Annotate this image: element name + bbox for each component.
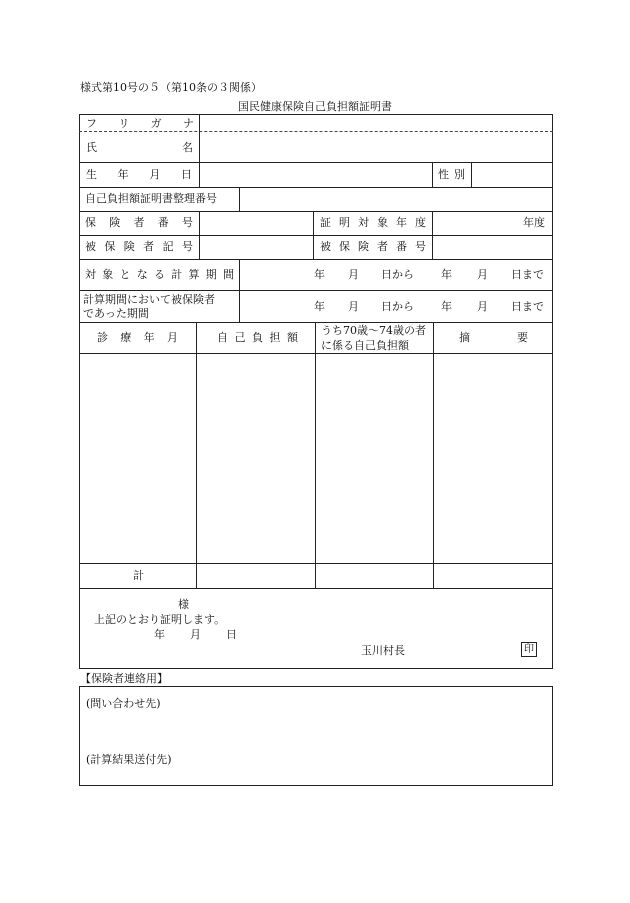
name-field[interactable] — [200, 132, 552, 162]
header-char: 年 — [143, 331, 155, 344]
calc-period-start-year: 年 — [314, 268, 325, 281]
header-char: 要 — [517, 331, 528, 344]
total-elder-amount-cell[interactable] — [316, 564, 433, 588]
label-char: 証 — [320, 216, 331, 229]
target-fiscal-year-label — [320, 217, 426, 228]
label-char: 者 — [133, 216, 145, 229]
furigana-label — [86, 118, 194, 129]
header-char: 己 — [234, 331, 246, 344]
label-char: 険 — [109, 216, 121, 229]
col-amount-header — [217, 332, 298, 343]
calc-period-label — [85, 269, 234, 280]
calc-period-start-day: 日から — [381, 268, 414, 281]
insured-period-label-line1: 計算期間において被保険者 — [83, 293, 215, 306]
sex-label — [438, 169, 465, 180]
label-char: 対 — [85, 268, 96, 281]
furigana-char: ナ — [182, 117, 194, 130]
header-char: 摘 — [459, 331, 470, 344]
label-char: 象 — [377, 216, 388, 229]
cert-number-label: 自己負担額証明書整理番号 — [85, 192, 217, 205]
cert-date-month: 月 — [190, 628, 201, 641]
label-char: 年 — [396, 216, 407, 229]
header-char: 月 — [166, 331, 178, 344]
header-char: 療 — [120, 331, 132, 344]
sex-char: 性 — [438, 168, 449, 181]
furigana-char: ガ — [150, 117, 162, 130]
label-char: る — [154, 268, 165, 281]
label-char: 計 — [171, 268, 183, 281]
header-char: 自 — [217, 331, 228, 344]
label-char: 者 — [143, 240, 155, 253]
insured-period-start-day: 日から — [381, 300, 414, 313]
send-to-field[interactable] — [80, 768, 552, 785]
name-char: 名 — [182, 141, 193, 154]
addressee-suffix: 様 — [178, 598, 189, 611]
elder-amount-cell[interactable] — [316, 354, 433, 563]
insured-period-end-year: 年 — [441, 300, 452, 313]
label-char: 算 — [188, 268, 200, 281]
fiscal-year-suffix: 年度 — [523, 216, 545, 229]
header-char: 診 — [97, 331, 108, 344]
col-line — [313, 211, 314, 259]
insurer-number-field[interactable] — [200, 212, 313, 235]
insured-number-field[interactable] — [433, 236, 552, 259]
label-char: と — [119, 268, 131, 281]
col-month-header — [97, 332, 178, 343]
insured-period-end-month: 月 — [477, 300, 488, 313]
furigana-char: リ — [118, 117, 130, 130]
insured-symbol-field[interactable] — [200, 236, 313, 259]
form-title: 国民健康保険自己負担額証明書 — [238, 100, 392, 113]
birthdate-label — [86, 169, 192, 180]
birthdate-char: 月 — [149, 168, 161, 181]
label-char: 度 — [415, 216, 426, 229]
row-line — [79, 588, 553, 589]
month-cell[interactable] — [80, 354, 196, 563]
seal-mark: 印 — [521, 642, 537, 657]
birthdate-field[interactable] — [200, 163, 431, 187]
label-char: 号 — [182, 216, 193, 229]
insured-period-start-month: 月 — [348, 300, 359, 313]
insured-period-label-line2: であった期間 — [83, 307, 149, 320]
insured-symbol-label — [85, 241, 193, 252]
contact-heading: 【保険者連絡用】 — [80, 672, 168, 685]
col-line — [432, 162, 433, 187]
certification-statement: 上記のとおり証明します。 — [94, 613, 226, 626]
label-char: 番 — [396, 240, 407, 253]
label-char: 保 — [85, 216, 96, 229]
furigana-field[interactable] — [200, 115, 552, 131]
form-number: 様式第10号の５（第10条の３関係） — [80, 81, 262, 94]
label-char: 保 — [104, 240, 116, 253]
label-char: 険 — [358, 240, 369, 253]
insured-number-label — [320, 241, 426, 252]
insurer-number-label — [85, 217, 193, 228]
cert-date-day: 日 — [226, 628, 237, 641]
label-char: 番 — [157, 216, 169, 229]
total-amount-cell[interactable] — [197, 564, 315, 588]
row-line — [79, 322, 553, 323]
col-elder-header-line1: うち70歳～74歳の者 — [321, 324, 426, 337]
name-char: 氏 — [86, 141, 97, 154]
amount-cell[interactable] — [197, 354, 315, 563]
insured-period-start-year: 年 — [314, 300, 325, 313]
sex-char: 別 — [454, 168, 465, 181]
calc-period-end-month: 月 — [477, 268, 488, 281]
label-char: 対 — [358, 216, 369, 229]
cert-date-year: 年 — [154, 628, 165, 641]
label-char: 号 — [415, 240, 426, 253]
send-to-label: (計算結果送付先) — [86, 753, 172, 766]
col-remarks-header — [459, 332, 528, 343]
insured-period-end-day: 日まで — [511, 300, 544, 313]
inquiry-label: (問い合わせ先) — [86, 697, 161, 710]
label-char: 保 — [339, 240, 350, 253]
label-char: 記 — [162, 240, 174, 253]
inquiry-field[interactable] — [80, 712, 552, 748]
label-char: 象 — [102, 268, 114, 281]
cert-number-field[interactable] — [240, 188, 552, 211]
sex-field[interactable] — [472, 163, 552, 187]
col-elder-header-line2: に係る自己負担額 — [321, 339, 409, 352]
calc-period-end-day: 日まで — [511, 268, 544, 281]
issuer-name: 玉川村長 — [361, 644, 405, 657]
calc-period-start-month: 月 — [348, 268, 359, 281]
remarks-cell[interactable] — [434, 354, 552, 563]
label-char: 明 — [339, 216, 350, 229]
label-char: 険 — [123, 240, 135, 253]
total-remarks-cell[interactable] — [434, 564, 552, 588]
birthdate-char: 年 — [117, 168, 129, 181]
name-label — [86, 142, 193, 153]
label-char: 者 — [377, 240, 388, 253]
birthdate-char: 生 — [86, 168, 97, 181]
calc-period-end-year: 年 — [441, 268, 452, 281]
total-label: 計 — [133, 569, 144, 582]
header-char: 担 — [269, 331, 281, 344]
label-char: 被 — [85, 240, 96, 253]
label-char: 被 — [320, 240, 331, 253]
label-char: な — [136, 268, 148, 281]
label-char: 間 — [223, 268, 234, 281]
header-char: 負 — [252, 331, 263, 344]
label-char: 期 — [205, 268, 217, 281]
header-char: 額 — [287, 331, 298, 344]
birthdate-char: 日 — [180, 168, 192, 181]
label-char: 号 — [181, 240, 193, 253]
furigana-char: フ — [86, 117, 97, 130]
